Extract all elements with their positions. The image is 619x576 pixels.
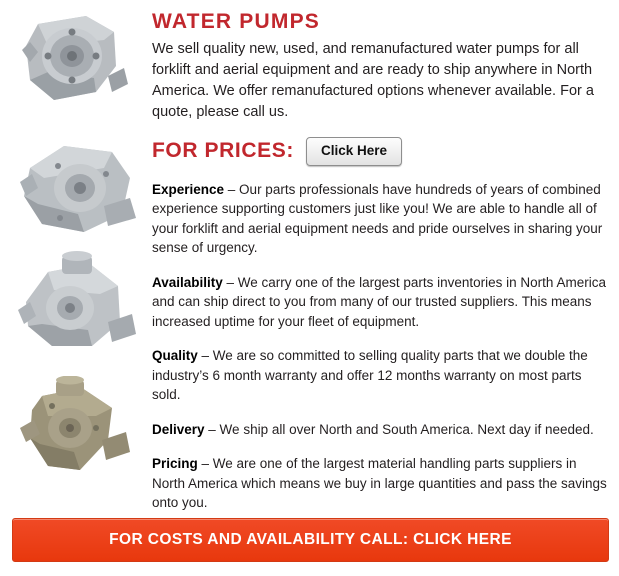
content-column: [152, 0, 607, 528]
page-title: WATER PUMPS: [152, 10, 320, 33]
feature-heading: Availability: [152, 274, 223, 290]
feature-delivery: [152, 420, 607, 440]
intro-paragraph: We sell quality new, used, and remanufactured water pumps for all forklift and aerial equipment and are ready to ship anywhere in North America. We offer remanufactured options whenever available. For a quote, please call us.: [152, 41, 594, 121]
cta-call-banner[interactable]: FOR COSTS AND AVAILABILITY CALL: CLICK HERE: [12, 518, 609, 562]
feature-text: – We carry one of the largest parts inventories in North America and can ship direct to you from many of our trusted suppliers. This means increased uptime for your fleet of equipment.: [152, 274, 606, 329]
feature-text: – We are so committed to selling quality parts that we double the industry’s 6 month warranty and offer 12 months warranty on most parts sold.: [152, 348, 588, 403]
feature-heading: Quality: [152, 348, 198, 364]
water-pump-photo-3: [8, 250, 144, 366]
feature-availability: [152, 273, 607, 332]
feature-text: – We ship all over North and South America. Next day if needed.: [204, 421, 594, 437]
feature-experience: [152, 180, 607, 258]
feature-text: – Our parts professionals have hundreds of years of combined experience supporting customers just like you! We are able to handle all of your forklift and aerial equipment needs and pride ourselves in sharing your sense of urgency.: [152, 181, 603, 256]
feature-heading: Pricing: [152, 456, 198, 472]
water-pump-photo-1: [8, 6, 140, 118]
feature-quality: [152, 346, 607, 405]
feature-heading: Experience: [152, 181, 225, 197]
feature-pricing: [152, 454, 607, 513]
feature-heading: Delivery: [152, 421, 205, 437]
for-prices-label: FOR PRICES:: [152, 139, 294, 163]
water-pump-photo-2: [8, 132, 144, 248]
feature-text: – We are one of the largest material handling parts suppliers in North America which means we buy in large quantities and pass the savings onto you.: [152, 456, 607, 511]
click-here-button[interactable]: Click Here: [306, 137, 402, 166]
for-prices-row: [152, 137, 607, 166]
water-pump-photo-4: [8, 376, 140, 488]
